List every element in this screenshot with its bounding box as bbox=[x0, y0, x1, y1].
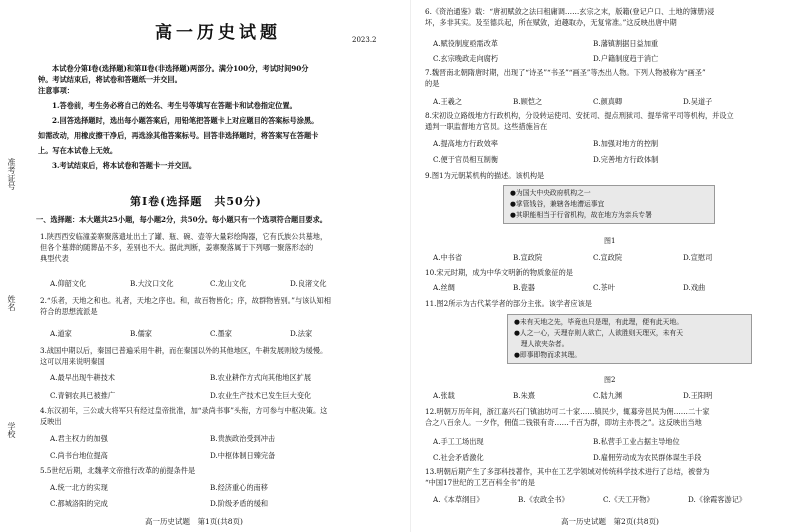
figure-1-box bbox=[503, 185, 715, 224]
notice-line: 2.回答选择题时，选出每小题答案后，用铅笔把答题卡上对应题目的答案标号涂黑。 bbox=[52, 116, 319, 125]
question-text: 8.宋初设立路级地方行政机构，分设转运使司、安抚司、提点刑狱司、提举常平司等机构，并设立 bbox=[425, 111, 734, 120]
question-text: 1.陕西西安临潼姜寨聚落遗址出土了罐、瓶、碗、壶等大量彩绘陶器，它有氏族公共墓地， bbox=[40, 232, 328, 241]
option-b: B.农业耕作方式向其他地区扩展 bbox=[210, 373, 312, 382]
question-text: 5.5世纪后期，北魏孝文帝推行改革的前提条件是 bbox=[40, 466, 196, 475]
notice-line: 3.考试结束后，将本试卷和答题卡一并交回。 bbox=[52, 161, 197, 170]
question-8 bbox=[425, 110, 734, 132]
option-c: C.宣政院 bbox=[593, 253, 623, 262]
option-d: D.农业生产技术已发生巨大变化 bbox=[210, 391, 312, 400]
intro-line: 钟。考试结束后，将试卷和答题纸一并交回。 bbox=[38, 75, 182, 84]
option-b: B.顾恺之 bbox=[513, 97, 543, 106]
question-text: 典型代表 bbox=[40, 254, 69, 263]
option-d: D.宣慰司 bbox=[683, 253, 713, 262]
option-b: B.贵族政治受到冲击 bbox=[210, 434, 276, 443]
section-intro: 一、选择题：本大题共25小题，每小题2分，共50分。每小题只有一个选项符合题目要求。 bbox=[36, 215, 327, 224]
question-text: 4.东汉初年，三公或大将军只有经过皇帝批准，加“录尚书事”头衔，方可参与中枢决策。这 bbox=[40, 406, 328, 415]
question-10 bbox=[425, 267, 573, 278]
option-d: D.阶级矛盾的缓和 bbox=[210, 499, 269, 508]
option-d: D.法家 bbox=[290, 329, 313, 338]
option-c: C.《天工开物》 bbox=[603, 495, 654, 504]
side-label-name: 姓名 bbox=[7, 295, 16, 311]
option-b: B.瓷器 bbox=[513, 283, 535, 292]
question-text: 这可以用来说明秦国 bbox=[40, 357, 105, 366]
option-a: A.手工工场出现 bbox=[433, 437, 484, 446]
page-footer: 高一历史试题 第1页(共8页) bbox=[145, 517, 243, 526]
figure-1-caption: 图1 bbox=[604, 237, 616, 245]
question-5 bbox=[40, 465, 195, 476]
option-a: A.道家 bbox=[50, 329, 72, 338]
intro-line: 本试卷分第Ⅰ卷(选择题)和第Ⅱ卷(非选择题)两部分。满分100分，考试时间90分 bbox=[52, 64, 309, 73]
question-6 bbox=[425, 6, 714, 28]
figure-2-box bbox=[507, 314, 752, 364]
option-b: B.藩镇割据日益加重 bbox=[593, 39, 659, 48]
option-c: C.社会矛盾激化 bbox=[433, 453, 484, 462]
figure-1-line: ●其职能相当于行省机构，故在地方为亲兵专署 bbox=[510, 211, 652, 219]
figure-1-line: ●为国大中央政府机构之一 bbox=[510, 189, 591, 197]
side-label-school: 学校 bbox=[7, 422, 16, 438]
question-7 bbox=[425, 67, 706, 89]
option-b: B.儒家 bbox=[130, 329, 152, 338]
notice-line: 1.答卷前，考生务必将自己的姓名、考生号等填写在答题卡和试卷指定位置。 bbox=[52, 101, 297, 110]
option-a: A.最早出现牛耕技术 bbox=[50, 373, 115, 382]
question-text: 13.明朝后期产生了多部科技著作，其中在工艺学领域对传统科学技术进行了总结，被誉为 bbox=[425, 467, 710, 476]
exam-title: 高一历史试题 bbox=[155, 23, 281, 43]
question-text: 2.“乐者，天地之和也。礼者，天地之序也。和，故百物皆化；序，故群物皆别。”与该认知相 bbox=[40, 296, 331, 305]
question-3 bbox=[40, 345, 327, 367]
option-b: B.私营手工业占据主导地位 bbox=[593, 437, 680, 446]
option-a: A.提高地方行政效率 bbox=[433, 139, 498, 148]
option-a: A.统一北方的实现 bbox=[50, 483, 108, 492]
question-9 bbox=[425, 170, 544, 181]
notice-line: 如需改动，用橡皮擦干净后，再选涂其他答案标号。回答非选择题时，将答案写在答题卡 bbox=[38, 131, 319, 140]
option-b: B.《农政全书》 bbox=[518, 495, 569, 504]
question-text: 11.图2所示为古代某学者的部分主张。该学者应该是 bbox=[425, 299, 592, 308]
option-b: B.宣政院 bbox=[513, 253, 543, 262]
option-d: D.王阳明 bbox=[683, 391, 713, 400]
option-c: C.龙山文化 bbox=[210, 279, 247, 288]
option-d: D.户籍制度趋于消亡 bbox=[593, 54, 659, 63]
option-c: C.都城洛阳的完成 bbox=[50, 499, 108, 508]
option-b: B.加强对地方的控制 bbox=[593, 139, 659, 148]
figure-1-line: ●掌管钱谷，兼辖各地漕运事宜 bbox=[510, 200, 605, 208]
question-text: 合之八百余人。一夕作，佣值二钱银有奇……千百为群，即坊主亦畏之”。这反映出当地 bbox=[425, 418, 702, 427]
option-c: C.尚书台地位提高 bbox=[50, 451, 108, 460]
option-c: C.陆九渊 bbox=[593, 391, 623, 400]
option-b: B.经济重心的南移 bbox=[210, 483, 268, 492]
question-text: 的是 bbox=[425, 79, 440, 88]
option-a: A.中书省 bbox=[433, 253, 463, 262]
option-b: B.朱熹 bbox=[513, 391, 535, 400]
option-a: A.《本草纲目》 bbox=[433, 495, 484, 504]
question-2 bbox=[40, 295, 331, 317]
question-text: 通判一职监督地方官员。这些措施旨在 bbox=[425, 122, 548, 131]
option-d: D.《徐霞客游记》 bbox=[688, 495, 747, 504]
option-c: C.墨家 bbox=[210, 329, 232, 338]
option-a: A.君主权力的加强 bbox=[50, 434, 108, 443]
exam-date: 2023.2 bbox=[352, 36, 377, 44]
question-4 bbox=[40, 405, 327, 427]
question-1 bbox=[40, 231, 327, 264]
figure-2-line: ●即事即物而求其理。 bbox=[514, 351, 582, 359]
question-text: “中国17世纪的工艺百科全书”的是 bbox=[425, 478, 535, 487]
notice-title: 注意事项： bbox=[38, 86, 74, 95]
option-a: A.赋役制度亟需改革 bbox=[433, 39, 498, 48]
option-d: D.雇佣劳动成为农民群体谋生手段 bbox=[593, 453, 702, 462]
question-text: 10.宋元时期，成为中华文明新的物质象征的是 bbox=[425, 268, 573, 277]
question-text: 12.明朝万历年间，浙江嘉兴石门镇油坊可二十家……镇民少，辄募旁邑民为佣……二十家 bbox=[425, 407, 710, 416]
figure-2-line: 理人欲夹杂者。 bbox=[514, 340, 569, 348]
question-13 bbox=[425, 466, 710, 488]
intro bbox=[38, 63, 318, 171]
question-text: 但各个墓葬的随葬品不多，差别也不大。据此判断，姜寨聚落属于下列哪一聚落形态的 bbox=[40, 243, 314, 252]
figure-2-line: ●人之一心，天理存则人欲亡，人欲胜则天理灭，未有天 bbox=[514, 329, 684, 337]
question-text: 符合的思想流派是 bbox=[40, 307, 98, 316]
notice-line: 上。写在本试卷上无效。 bbox=[38, 146, 118, 155]
question-12 bbox=[425, 406, 710, 428]
option-d: D.中枢体制日臻完备 bbox=[210, 451, 276, 460]
option-c: C.颜真卿 bbox=[593, 97, 623, 106]
option-d: D.良渚文化 bbox=[290, 279, 327, 288]
question-text: 6.《资治通鉴》载：“唐初赋敛之法曰租庸调……玄宗之末，版籍(登记户口、土地的簿册)浸 bbox=[425, 7, 715, 16]
option-a: A.丝绸 bbox=[433, 283, 455, 292]
section-title: 第Ⅰ卷(选择题 共50分) bbox=[130, 195, 262, 208]
option-c: C.茶叶 bbox=[593, 283, 615, 292]
side-label-exam-number: 准考证号 bbox=[7, 158, 16, 190]
question-text: 7.魏晋南北朝隋唐时期，出现了“诗圣”“书圣”“画圣”等杰出人物。下列人物被称为“画圣” bbox=[425, 68, 706, 77]
figure-2-line: ●未有天地之先，毕竟也只是理，有此理，便有此天地。 bbox=[514, 318, 684, 326]
option-d: D.完善地方行政体制 bbox=[593, 155, 659, 164]
option-a: A.王羲之 bbox=[433, 97, 463, 106]
page-2 bbox=[410, 0, 794, 532]
option-d: D.戏曲 bbox=[683, 283, 706, 292]
figure-2-caption: 图2 bbox=[604, 376, 616, 384]
option-c: C.便于官员相互制衡 bbox=[433, 155, 499, 164]
option-c: C.青铜农具已被推广 bbox=[50, 391, 116, 400]
option-d: D.吴道子 bbox=[683, 97, 713, 106]
question-text: 反映出 bbox=[40, 417, 62, 426]
option-a: A.仰韶文化 bbox=[50, 279, 87, 288]
option-a: A.张载 bbox=[433, 391, 455, 400]
option-c: C.玄宗晚政走向腐朽 bbox=[433, 54, 499, 63]
question-text: 9.图1为元朝某机构的描述。该机构是 bbox=[425, 171, 545, 180]
question-text: 3.战国中期以后，秦国已普遍采用牛耕，而在秦国以外的其他地区，牛耕发展则较为缓慢。 bbox=[40, 346, 328, 355]
question-text: 坏，多非其实。及至德兵起，所在赋敛，迫趣取办，无复常准。”这反映出唐中期 bbox=[425, 18, 677, 27]
page-footer: 高一历史试题 第2页(共8页) bbox=[561, 517, 659, 526]
option-b: B.大汶口文化 bbox=[130, 279, 174, 288]
question-11 bbox=[425, 298, 592, 309]
